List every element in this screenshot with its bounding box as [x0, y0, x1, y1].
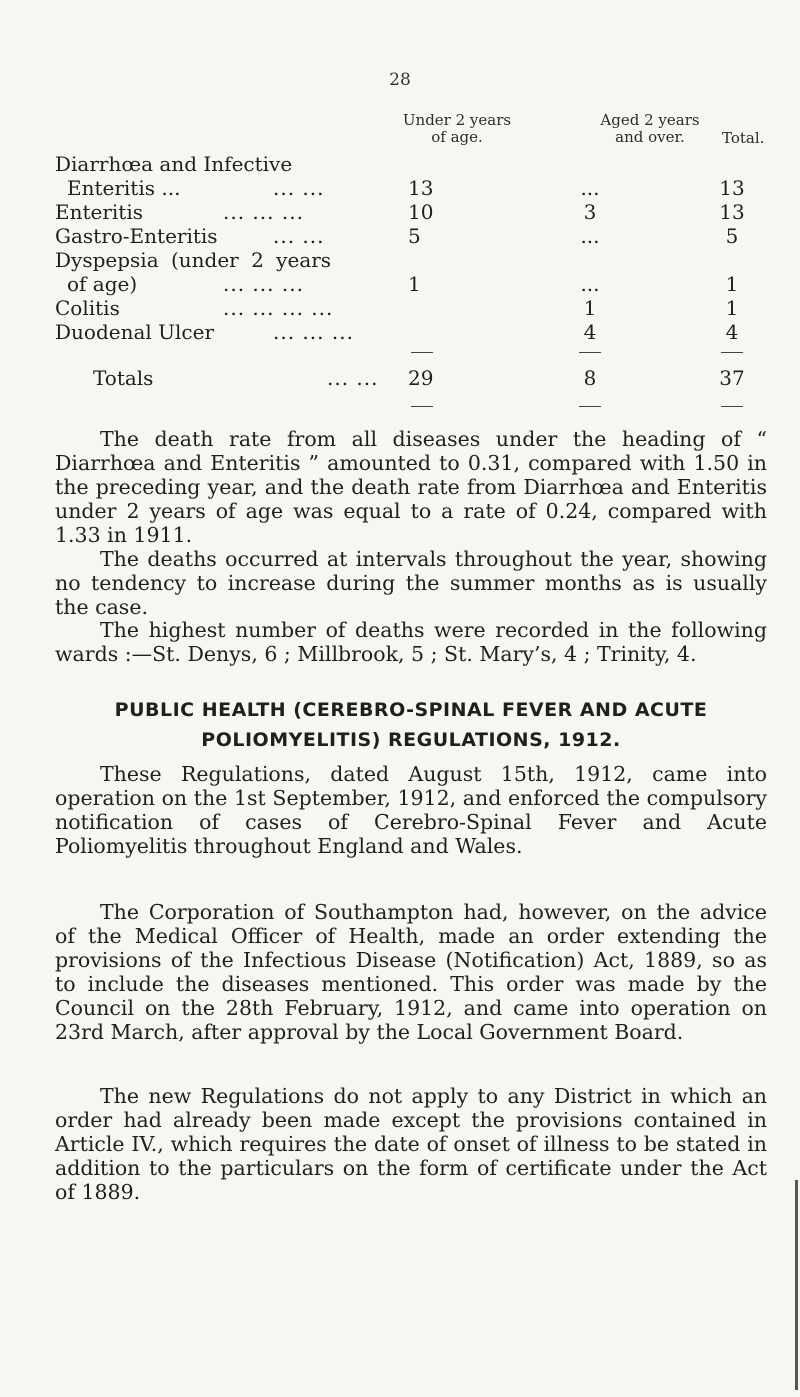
table-body — [55, 152, 767, 344]
value-under-2: 13 — [408, 176, 434, 200]
header-aged-2-years: Aged 2 years and over. — [600, 111, 700, 146]
paragraph-wards: The highest number of deaths were recorded in the following wards :—St. Denys, 6 ; Millbrook, 5 ; St. Mary’s, 4 ; Trinity, 4. — [55, 618, 767, 666]
sum-rule — [411, 406, 433, 407]
leader-dots: ... ... ... — [223, 200, 304, 224]
table-row — [55, 200, 767, 224]
table-row — [55, 152, 767, 176]
header-under-2-years: Under 2 years of age. — [402, 111, 512, 146]
row-label: Gastro-Enteritis — [55, 224, 218, 248]
paragraph-death-rate: The death rate from all diseases under the heading of “ Diarrhœa and Enteritis ” amounted to 0.31, compared with 1.50 in the preceding year, and the death rate from Diarrhœa and Enteritis under 2 years of age was equal to a rate of 0.24, compared with 1.33 in 1911. — [55, 427, 767, 547]
value-total: 4 — [725, 320, 739, 344]
row-label: Dyspepsia (under 2 years — [55, 248, 332, 272]
sum-rule — [579, 352, 601, 353]
row-label: Colitis — [55, 296, 120, 320]
row-label: Diarrhœa and Infective — [55, 152, 293, 176]
value-total: 1 — [725, 272, 739, 296]
header-total: Total. — [722, 129, 765, 147]
totals-label: Totals — [93, 366, 154, 390]
value-under-2: 10 — [408, 200, 434, 224]
total-under-2: 29 — [408, 366, 434, 390]
value-aged-2: ... — [580, 176, 600, 200]
sum-rule — [411, 352, 433, 353]
value-under-2: 1 — [408, 272, 421, 296]
value-total: 13 — [719, 176, 745, 200]
heading-line-2: POLIOMYELITIS) REGULATIONS, 1912. — [201, 729, 621, 751]
paragraph-intervals: The deaths occurred at intervals throughout the year, showing no tendency to increase during the summer months as is usually the case. — [55, 547, 767, 619]
totals-row — [55, 366, 767, 390]
table-row — [55, 248, 767, 272]
leader-dots: ... ... ... — [273, 320, 354, 344]
row-label: Enteritis ... — [67, 176, 181, 200]
grand-total: 37 — [719, 366, 745, 390]
paragraph-regulations: These Regulations, dated August 15th, 1912, came into operation on the 1st September, 1912, and enforced the compulsory notification of cases of Cerebro-Spinal Fever and Acute Poliomyelitis throughout England and Wales. — [55, 762, 767, 858]
value-aged-2: 3 — [583, 200, 597, 224]
sum-rule — [579, 406, 601, 407]
paragraph-new-regulations: The new Regulations do not apply to any District in which an order had already been made except the provisions contained in Article IV., which requires the date of onset of illness to be stated in addition to the particulars on the form of certificate under the Act of 1889. — [55, 1084, 767, 1204]
row-label: Duodenal Ulcer — [55, 320, 215, 344]
section-heading — [55, 695, 767, 755]
row-label: Enteritis — [55, 200, 144, 224]
leader-dots: ... ... — [327, 366, 379, 390]
leader-dots: ... ... — [273, 176, 325, 200]
page-number: 28 — [389, 70, 411, 90]
table-row — [55, 296, 767, 320]
leader-dots: ... ... — [273, 224, 325, 248]
table-row — [55, 176, 767, 200]
leader-dots: ... ... ... ... — [223, 296, 334, 320]
value-aged-2: 4 — [583, 320, 597, 344]
paragraph-corporation: The Corporation of Southampton had, however, on the advice of the Medical Officer of Health, made an order extending the provisions of the Infectious Disease (Notification) Act, 1889, so as to include the diseases mentioned. This order was made by the Council on the 28th February, 1912, and came into operation on 23rd March, after approval by the Local Government Board. — [55, 900, 767, 1044]
table-row — [55, 320, 767, 344]
table-row — [55, 224, 767, 248]
sum-rule — [721, 352, 743, 353]
sum-rule — [721, 406, 743, 407]
row-label: of age) — [67, 272, 138, 296]
leader-dots: ... ... ... — [223, 272, 304, 296]
total-aged-2: 8 — [583, 366, 597, 390]
table-row — [55, 272, 767, 296]
value-under-2: 5 — [408, 224, 421, 248]
value-total: 13 — [719, 200, 745, 224]
page-edge-shadow — [795, 1180, 798, 1390]
value-aged-2: ... — [580, 272, 600, 296]
value-aged-2: ... — [580, 224, 600, 248]
value-aged-2: 1 — [583, 296, 597, 320]
value-total: 1 — [725, 296, 739, 320]
heading-line-1: PUBLIC HEALTH (CEREBRO-SPINAL FEVER AND ACUTE — [114, 699, 708, 721]
value-total: 5 — [725, 224, 739, 248]
